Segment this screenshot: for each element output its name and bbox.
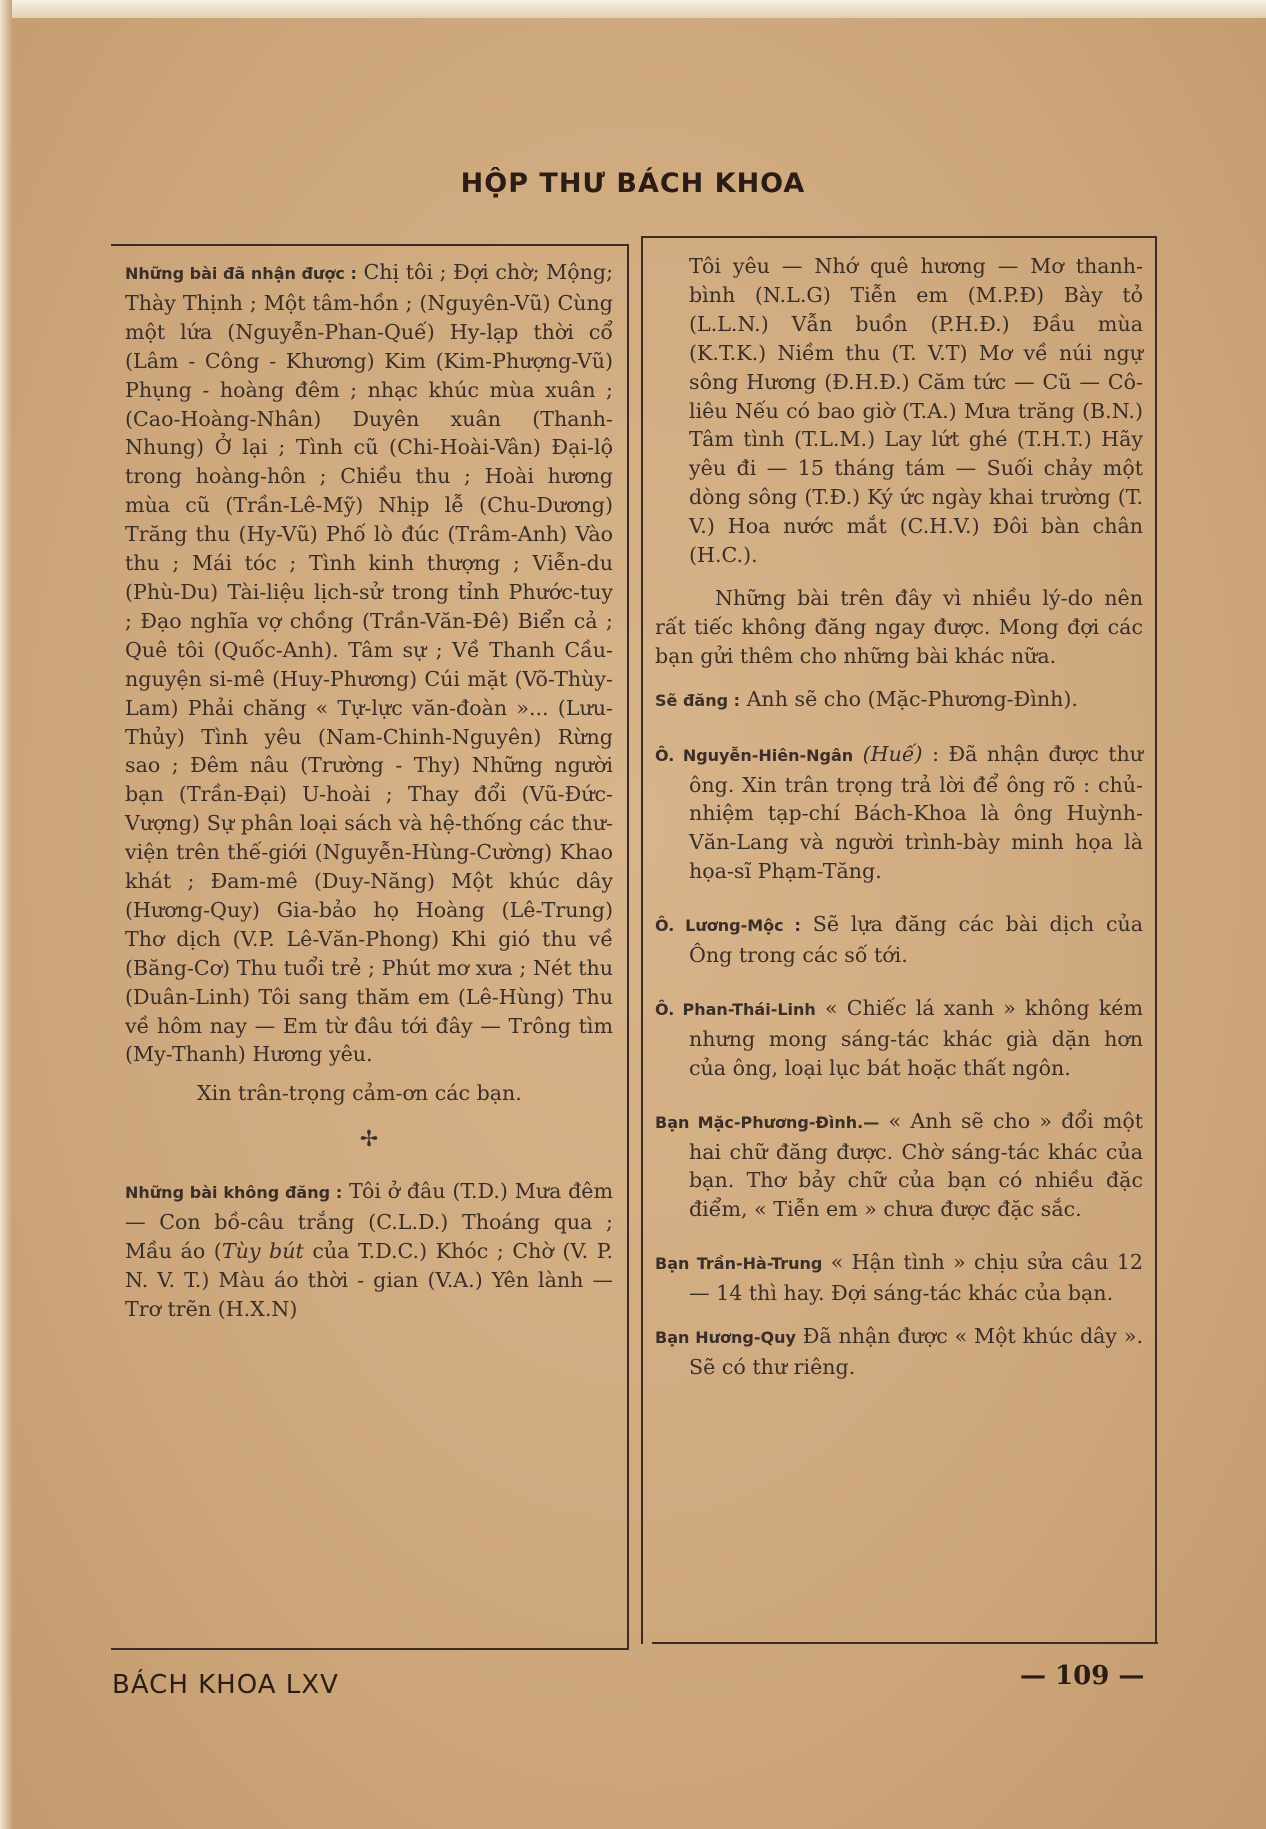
reply-entry	[655, 1107, 1143, 1225]
not-published-italic: Tùy bút	[221, 1239, 304, 1263]
entry-text: « Anh sẽ cho » đổi một hai chữ đăng được. Chờ sáng-tác khác của bạn. Thơ bảy chữ của bạn có nhiều đặc điểm, « Tiễn em » chưa được đặc sắc.	[689, 1108, 1144, 1222]
regret-paragraph: Những bài trên đây vì nhiều lý-do nên rất tiếc không đăng ngay được. Mong đợi các bạn gửi thêm cho những bài khác nữa.	[655, 585, 1143, 668]
left-column	[111, 244, 629, 1650]
magazine-name: BÁCH KHOA LXV	[112, 1670, 339, 1700]
entry-text: Sẽ lựa đăng các bài dịch của Ông trong các số tới.	[689, 912, 1144, 968]
entry-text: « Hận tình » chịu sửa câu 12 — 14 thì hay. Đợi sáng-tác khác của bạn.	[689, 1250, 1144, 1306]
reply-entry	[655, 1322, 1143, 1382]
reply-entry	[655, 994, 1143, 1083]
entry-text: Anh sẽ cho (Mặc-Phương-Đình).	[746, 686, 1078, 711]
received-text: Chị tôi ; Đợi chờ; Mộng; Thày Thịnh ; Một tâm-hồn ; (Nguyên-Vũ) Cùng một lứa (Nguyễn-Phan-Quế) Hy-lạp thời cổ (Lâm - Công - Khương) Kim (Kim-Phượng-Vũ) Phụng - hoàng đêm ; nhạc khúc mùa xuân ; (Cao-Hoàng-Nhân) Duyên xuân (Thanh-Nhung) Ở lại ; Tình cũ (Chi-Hoài-Vân) Đại-lộ trong hoàng-hôn ; Chiều thu ; Hoài hương mùa cũ (Trần-Lê-Mỹ) Nhịp lễ (Chu-Dương) Trăng thu (Hy-Vũ) Phố lò đúc (Trâm-Anh) Vào thu ; Mái tóc ; Tình kinh thượng ; Viễn-du (Phù-Du) Tài-liệu lịch-sử trong tỉnh Phước-tuy ; Đạo nghĩa vợ chồng (Trần-Văn-Đê) Biển cả ; Quê tôi (Quốc-Anh). Tâm sự ; Về Thanh Cầu-nguyện si-mê (Huy-Phương) Cúi mặt (Võ-Thùy-Lam) Phải chăng « Tự-lực văn-đoàn »... (Lưu-Thủy) Tình yêu (Nam-Chinh-Nguyên) Rừng sao ; Đêm nâu (Trường - Thy) Những người bạn (Trần-Đại) U-hoài ; Thay đổi (Vũ-Đức-Vượng) Sự phân loại sách và hệ-thống các thư-viện trên thế-giới (Nguyễn-Hùng-Cường) Khao khát ; Đam-mê (Duy-Năng) Một khúc dây (Hương-Quy) Gia-bảo họ Hoàng (Lê-Trung) Thơ dịch (V.P. Lê-Văn-Phong) Khi gió thu về (Băng-Cơ) Thu tuổi trẻ ; Phút mơ xưa ; Nét thu (Duân-Linh) Tôi sang thăm em (Lê-Hùng) Thu về hôm nay — Em từ đâu tới đây — Trông tìm (My-Thanh) Hương yêu.	[125, 260, 614, 1067]
thanks-text: Xin trân-trọng cảm-ơn các bạn.	[197, 1081, 522, 1106]
not-published-label: Những bài không đăng :	[125, 1183, 343, 1203]
not-published-paragraph	[125, 1177, 613, 1324]
entry-text: Đã nhận được « Một khúc dây ». Sẽ có thư riêng.	[689, 1324, 1144, 1379]
entry-lead: Ô. Phan-Thái-Linh	[655, 999, 816, 1019]
page-title: HỘP THƯ BÁCH KHOA	[460, 168, 806, 199]
received-label: Những bài đã nhận được :	[125, 264, 357, 283]
entry-lead: Bạn Trần-Hà-Trung	[655, 1254, 823, 1274]
not-published-text-a: Tôi ở đâu (T.D.) Mưa đêm — Con bồ-câu trắng (C.L.D.) Thoáng qua ; Mầu áo (	[125, 1179, 614, 1263]
entry-place: (Huế)	[862, 741, 923, 766]
page-edge-top	[0, 0, 1266, 18]
entry-lead: Sẽ đăng :	[655, 690, 741, 710]
continued-list: Tôi yêu — Nhớ quê hương — Mơ thanh-bình (N.L.G) Tiễn em (M.P.Đ) Bày tỏ (L.L.N.) Vẫn buồn (P.H.Đ.) Đầu mùa (K.T.K.) Niềm thu (T. V.T) Mơ về núi ngự sông Hương (Đ.H.Đ.) Căm tức — Cũ — Cô-liêu Nếu có bao giờ (T.A.) Mưa trăng (B.N.) Tâm tình (T.L.M.) Lay lứt ghé (T.H.T.) Hãy yêu đi — 15 tháng tám — Suối chảy một dòng sông (T.Đ.) Ký ức ngày khai trường (T. V.) Hoa nước mắt (C.H.V.) Đôi bàn chân (H.C.).	[689, 254, 1143, 568]
entry-text: : Đã nhận được thư ông. Xin trân trọng trả lời để ông rõ : chủ-nhiệm tạp-chí Bách-Khoa là ông Huỳnh-Văn-Lang và người trình-bày minh họa là họa-sĩ Phạm-Tăng.	[689, 741, 1144, 884]
reply-entry	[655, 1248, 1143, 1308]
reply-entry	[655, 910, 1143, 970]
page-number: — 109 —	[1020, 1661, 1145, 1691]
entry-lead: Ô. Nguyễn-Hiên-Ngân	[655, 745, 854, 765]
reply-entry	[655, 685, 1143, 716]
entry-lead: Ô. Lương-Mộc :	[655, 916, 801, 936]
not-published-text-b: của T.D.C.) Khóc ; Chờ (V. P. N. V. T.) Màu áo thời - gian (V.A.) Yên lành — Trơ trẽn (H.X.N)	[125, 1239, 613, 1321]
bottom-rule	[652, 1642, 1158, 1644]
right-column	[641, 236, 1157, 1644]
separator-ornament: ✢	[359, 1127, 379, 1153]
entry-lead: Bạn Mặc-Phương-Đình.—	[655, 1112, 880, 1132]
reply-entry	[655, 740, 1143, 887]
page-edge-left	[0, 0, 12, 1829]
entry-lead: Bạn Hương-Quy	[655, 1328, 796, 1348]
entry-text: « Chiếc lá xanh » không kém nhưng mong sáng-tác khác già dặn hơn của ông, loại lục bát hoặc thất ngôn.	[689, 995, 1143, 1080]
received-paragraph	[125, 258, 613, 1069]
